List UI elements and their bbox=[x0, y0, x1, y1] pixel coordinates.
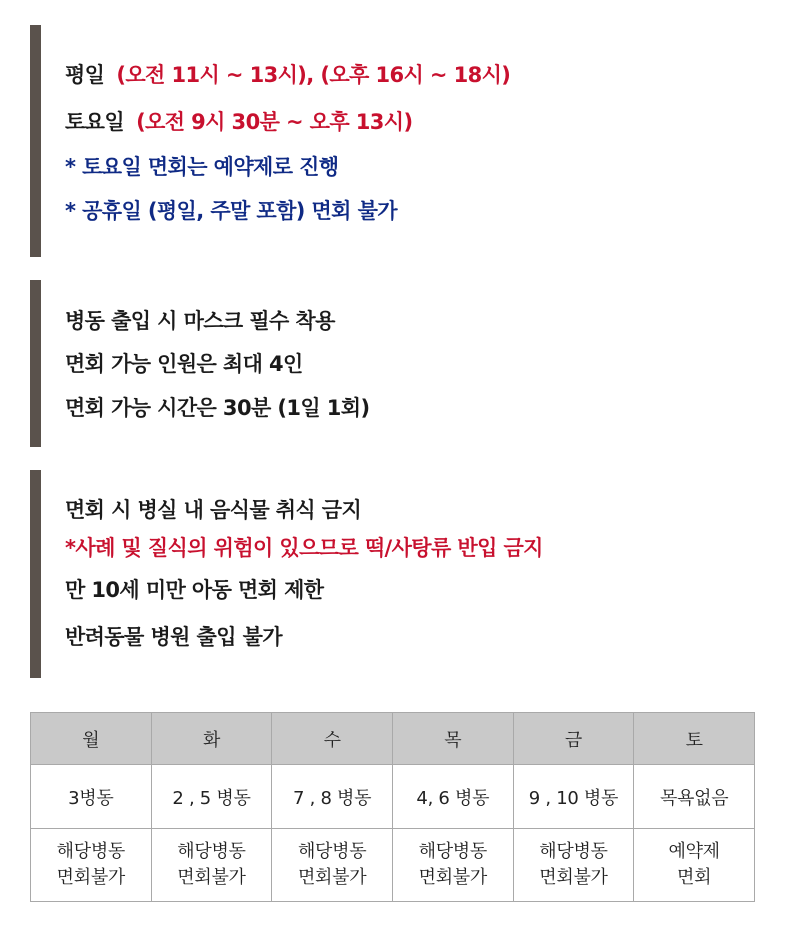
ward-cell: 목욕없음 bbox=[634, 765, 755, 829]
bathing-schedule-table bbox=[30, 712, 755, 902]
ward-cell: 3병동 bbox=[31, 765, 152, 829]
note-line: 면회불가 bbox=[539, 867, 608, 888]
choking-warning: *사례 및 질식의 위험이 있으므로 떡/사탕류 반입 금지 bbox=[65, 536, 543, 560]
note-line: 해당병동 bbox=[418, 841, 487, 862]
pet-restriction: 반려동물 병원 출입 불가 bbox=[65, 625, 282, 649]
note-line: 면회 bbox=[677, 867, 712, 888]
reservation-note: * 토요일 면회는 예약제로 진행 bbox=[65, 155, 339, 179]
time-limit-rule: 면회 가능 시간은 30분 (1일 1회) bbox=[65, 396, 370, 420]
saturday-time: (오전 9시 30분 ~ 오후 13시) bbox=[136, 110, 413, 134]
age-restriction: 만 10세 미만 아동 면회 제한 bbox=[65, 578, 324, 602]
restrictions-section bbox=[30, 470, 750, 678]
note-line: 예약제 bbox=[668, 841, 720, 862]
note-line: 해당병동 bbox=[177, 841, 246, 862]
saturday-hours-line bbox=[65, 108, 412, 136]
weekday-time: (오전 11시 ~ 13시), (오후 16시 ~ 18시) bbox=[116, 63, 511, 87]
day-header-wed: 수 bbox=[272, 713, 393, 765]
max-people-rule: 면회 가능 인원은 최대 4인 bbox=[65, 352, 303, 376]
note-cell bbox=[31, 829, 152, 902]
day-header-mon: 월 bbox=[31, 713, 152, 765]
note-line: 면회불가 bbox=[297, 867, 367, 888]
mask-rule: 병동 출입 시 마스크 필수 착용 bbox=[65, 309, 335, 333]
note-line: 해당병동 bbox=[56, 841, 125, 862]
day-header-thu: 목 bbox=[392, 713, 513, 765]
ward-cell: 7 , 8 병동 bbox=[272, 765, 393, 829]
note-line: 면회불가 bbox=[418, 867, 487, 888]
weekday-label: 평일 bbox=[65, 63, 105, 87]
weekday-hours-line bbox=[65, 61, 510, 89]
table-header-row bbox=[31, 713, 755, 765]
note-cell bbox=[392, 829, 513, 902]
table-row-notes bbox=[31, 829, 755, 902]
note-cell bbox=[151, 829, 272, 902]
table-row-wards bbox=[31, 765, 755, 829]
visit-rules-section bbox=[30, 280, 750, 447]
note-line: 면회불가 bbox=[177, 867, 246, 888]
ward-cell: 4, 6 병동 bbox=[392, 765, 513, 829]
visit-hours-section bbox=[30, 25, 750, 257]
day-header-fri: 금 bbox=[513, 713, 634, 765]
food-restriction: 면회 시 병실 내 음식물 취식 금지 bbox=[65, 498, 362, 522]
note-line: 면회불가 bbox=[56, 867, 125, 888]
note-cell bbox=[634, 829, 755, 902]
ward-cell: 9 , 10 병동 bbox=[513, 765, 634, 829]
saturday-label: 토요일 bbox=[65, 110, 125, 134]
note-line: 해당병동 bbox=[539, 841, 608, 862]
note-line: 해당병동 bbox=[297, 841, 367, 862]
note-cell bbox=[513, 829, 634, 902]
note-cell bbox=[272, 829, 393, 902]
day-header-sat: 토 bbox=[634, 713, 755, 765]
day-header-tue: 화 bbox=[151, 713, 272, 765]
ward-cell: 2 , 5 병동 bbox=[151, 765, 272, 829]
holiday-note: * 공휴일 (평일, 주말 포함) 면회 불가 bbox=[65, 199, 397, 223]
